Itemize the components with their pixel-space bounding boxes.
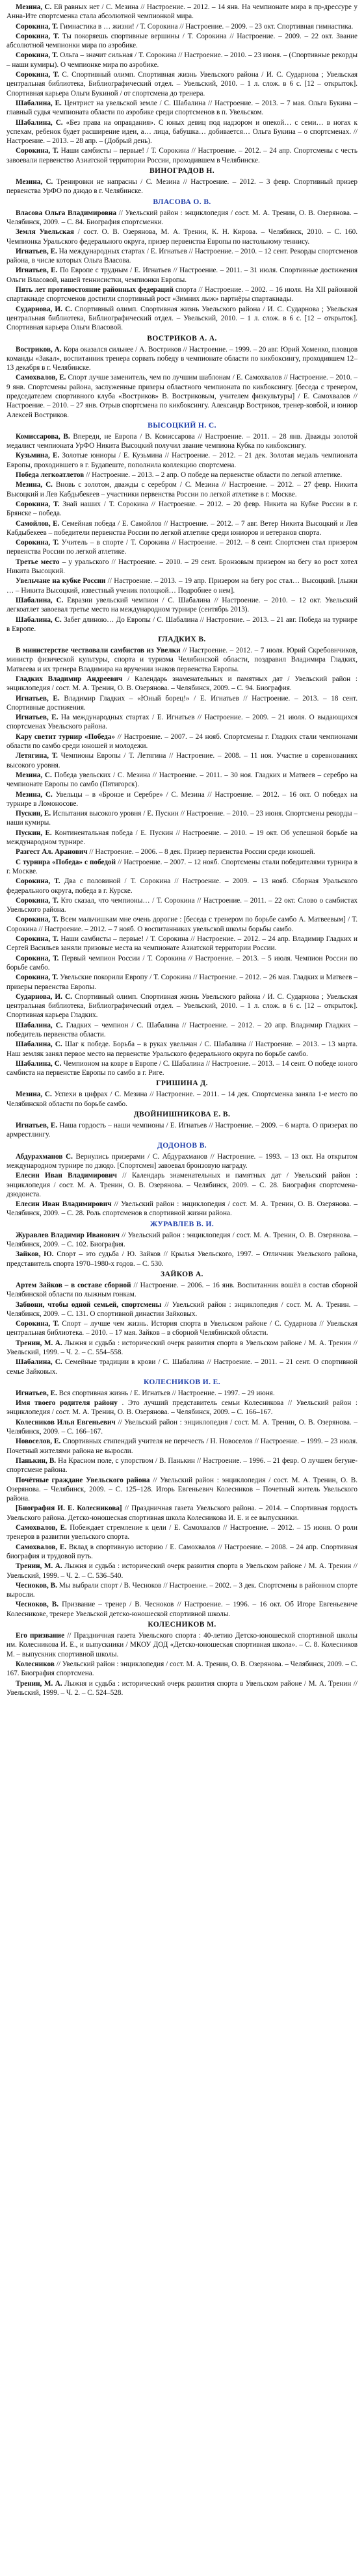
bibliography-entry bbox=[6, 858, 358, 877]
entry-text: Лыжня и судьба : исторический очерк развития спорта в Увельском районе / М. А. Тренин // Увельский, 1999. – Ч. 2. – С. 524–528. bbox=[6, 1679, 358, 1697]
bibliography-entry bbox=[6, 1456, 358, 1475]
entry-text: // Увельский район : энциклопедия / сост. М. А. Тренин, О. В. Озерянова. – Челябинск, 2009. – С. 84. Биография спортсменки. bbox=[6, 209, 358, 226]
entry-text: Испытания высокого уровня / Е. Пускин // Настроение. – 2010. – 23 июня. Спортсмены рекорды – наши кумиры. bbox=[6, 810, 358, 827]
entry-author: Победа легкоатлетов bbox=[16, 471, 84, 480]
bibliography-entry bbox=[6, 896, 358, 915]
entry-author: Забвони, чтобы одной семьей, спортсмены bbox=[16, 1300, 162, 1309]
entry-author: Сорокина, Т. bbox=[16, 71, 59, 79]
entry-text: // Праздничная газета Увельского района. – 2014. – Спортивная гордость Увельского района. Детско-юношеская спортивная школа Колесникова И. Е. и ее выпускники. bbox=[6, 1504, 358, 1522]
entry-text: спорта // Настроение. – 2002. – 16 июля. На XII районной спартакиаде спортсменов достигли спортивный рост «Зимних лыж» партнёры спартакиады. bbox=[6, 286, 358, 303]
entry-text: Кора оказался сильнее / А. Востриков // Настроение. – 1999. – 20 авг. Юрий Хоменко, пловцов команды «Закал», воспитанник тренера сорвать победу в чемпионате области по кикбоксингу, проходившем 12–13 декабря в г. Челябинске. bbox=[6, 345, 358, 372]
entry-author: Комиссарова, В. bbox=[16, 432, 70, 441]
entry-text: Вернулись призерами / С. Абдурахманов // Настроение. – 1993. – 13 окт. На открытом международном турнире по дзюдо. [Спортсмен] завоевал бронзовую награду. bbox=[6, 1152, 358, 1170]
bibliography-entry bbox=[6, 1090, 358, 1109]
bibliography-entry bbox=[6, 877, 358, 895]
bibliography-entry bbox=[6, 934, 358, 953]
bibliography-entry bbox=[6, 373, 358, 419]
entry-text: Спорт – лучше чем жизнь. История спорта в Увельском районе / С. Сударнова // Увельская центральная библиотека. – 2010. – 17 мая. Зайков – в сборной Челябинской области. bbox=[6, 1320, 358, 1337]
entry-text: Побеждает стремление к цели / Е. Самохвалов // Настроение. – 2012. – 15 июня. О роли тренеров в развитии увельского спорта. bbox=[6, 1524, 358, 1541]
entry-author: Абдурахманов С. bbox=[16, 1152, 73, 1161]
entry-text: Забег длиною… До Европы / С. Шабалина // Настроение. – 2013. – 21 авг. Победа на турнире в Европе. bbox=[6, 615, 358, 633]
entry-text: // Настроение. – 2012. – 7 июля. Юрий Скребовнчиков, министр физической культуры, спорта и туризма Челябинской области, поздравил Владимира Гладких, Матвеева и их тренера Владимира на вручении знаков первенства Европы. bbox=[6, 647, 358, 673]
entry-text: На международных стартах / Е. Игнатьев // Настроение. – 2010. – 12 сент. Рекорды спортсменов района, в числе которых Ольга Власова. bbox=[6, 247, 358, 265]
bibliography-entry bbox=[6, 32, 358, 51]
bibliography-entry bbox=[6, 118, 358, 146]
entry-author: Артем Зайков – в составе сборной bbox=[16, 1281, 131, 1289]
entry-author: Земля Увельская bbox=[16, 228, 74, 237]
bibliography-entry bbox=[6, 1504, 358, 1523]
bibliography-entry bbox=[6, 1358, 358, 1376]
entry-author: Мезина, С. bbox=[16, 3, 52, 11]
entry-author: Игнатьев, Е. bbox=[16, 694, 60, 702]
bibliography-entry bbox=[6, 675, 358, 693]
entry-text: Семейные традиции в крови / С. Шабалина // Настроение. – 2011. – 21 сент. О спортивной семье Зайковых. bbox=[6, 1358, 358, 1376]
bibliography-entry bbox=[6, 1389, 358, 1398]
entry-text: На Красном поле, с упорством / В. Панькин // Настроение. – 1996. – 21 февр. О лучшем бегуне-спортсмене района. bbox=[6, 1456, 358, 1475]
entry-text: Шаг к победе. Борьба – в руках увельчан / С. Шабалина // Настроение. – 2013. – 13 марта. Наш земляк занял первое место на первенстве Уральского федерального округа по борьбе самбо. bbox=[6, 1040, 358, 1058]
entry-text: // Увельский район : энциклопедия / сост. М. А. Тренин, О. В. Озерянова. – Челябинск, 2009. – С. 167. Биография спортсмена. bbox=[6, 1660, 358, 1678]
entry-author: Сорокина, Т. bbox=[16, 973, 58, 982]
entry-text: // Увельский район : энциклопедия / сост. М. А. Тренин, О. В. Озерянова. – Челябинск, 2009. – С. 28. Роль спортсменов в спортивной жизни района. bbox=[6, 1200, 358, 1218]
entry-text: Спорт лучше заменитель, чем по лучшим шаблонам / Е. Самохвалов // Настроение. – 2010. – 9 янв. Спортсмены района, заслуженные призеры областного чемпионата по кикбоксингу. [беседа с тренером, председателем спортивного клуба «Востриков» В. Востриковым, учителем физкультуры] / Е. Самохвалов // Настроение. – 2010. – 27 янв. Отрыв спортсмена по кикбоксингу. Александр Востриков, тренер-ковбой, и юниор Алексей Востриков. bbox=[6, 374, 358, 419]
bibliography-entry bbox=[6, 1437, 358, 1456]
entry-text: // Праздничная газета Увельского спорта : 40-летию Детско-юношеской спортивной школы им. Колесникова И. Е., и выпускники / МКОУ ДОД «Детско-юношеская спортивная школа». – С. 8. Колесников М. – выпускник спортивной школы. bbox=[6, 1632, 358, 1658]
bibliography-entry bbox=[6, 576, 358, 595]
bibliography-entry bbox=[6, 146, 358, 165]
entry-text: // Настроение. – 2007. – 12 нояб. Спортсмены стали победителями турнира в г. Москве. bbox=[6, 858, 358, 875]
entry-author: Панькин, В. bbox=[16, 1456, 57, 1465]
section-heading: ДОДОНОВ В. bbox=[157, 1141, 207, 1150]
entry-author: Шабалина, С. bbox=[16, 615, 62, 624]
entry-text: Кто сказал, что чемпионы… / Т. Сорокина // Настроение. – 2011. – 22 окт. Слово о самбистах Увельского района. bbox=[6, 896, 358, 914]
entry-text: Призвание – тренер / В. Чесноков // Настроение. – 1996. – 16 окт. Об Игоре Евгеньевиче Колесникове, тренере Увельской детско-юношеской спортивной школы. bbox=[6, 1601, 358, 1618]
entry-author: Имя твоего родителя району bbox=[16, 1399, 118, 1408]
entry-author: Сорокина, Т. bbox=[16, 539, 59, 547]
entry-author: Зайков, Ю. bbox=[16, 1250, 54, 1259]
entry-text: Наши самбисты – первые! / Т. Сорокина // Настроение. – 2012. – 24 апр. Владимир Гладких и Сергей Васильев заняли призовые места на чемпионате Азиатской территории России. bbox=[6, 935, 358, 953]
entry-author: Тренин, М. А. bbox=[16, 1562, 62, 1571]
bibliography-entry bbox=[6, 99, 358, 118]
entry-text: Успехи в цифрах / С. Мезина // Настроение. – 2011. – 14 дек. Спортсменка заняла 1-е место по Челябинской области по борьбе самбо. bbox=[6, 1090, 358, 1108]
entry-text: Чемпионом на ковре в Европе / С. Шабалина // Настроение. – 2013. – 14 сент. О победе юного самбиста на первенстве Европы по самбо в г. Риге. bbox=[6, 1059, 358, 1077]
entry-author: Третье место bbox=[16, 558, 60, 566]
entry-text: С. Спортивный олимп. Спортивная жизнь Увельского района / И. С. Сударнова ; Увельская центральная библиотека, Библиографический отдел. – Увельский, 2010. – 1 л. слож. в 6 с. [12 – открыток]. Спортивная карьера Ольги Букиной / от спортсмена до тренера. bbox=[6, 71, 358, 97]
bibliography-entry bbox=[6, 345, 358, 373]
bibliography-entry bbox=[6, 1476, 358, 1504]
bibliography-entry bbox=[6, 1581, 358, 1600]
bibliography-entry bbox=[6, 615, 358, 634]
bibliography-entry bbox=[6, 1543, 358, 1562]
entry-text: Семейная победа / Е. Самойлов // Настроение. – 2012. – 7 авг. Ветер Никита Высоцкий и Лев Кабдыбекеев – победители первенства России по легкой атлетике среди юниоров и ветеранов спорта. bbox=[6, 519, 358, 537]
bibliography-entry bbox=[6, 829, 358, 847]
entry-author: Сорокина, Т. bbox=[16, 877, 60, 886]
bibliography-entry bbox=[6, 1631, 358, 1659]
entry-text: // Настроение. – 2013. – 2 апр. О победе на первенстве области по легкой атлетике. bbox=[86, 471, 343, 480]
entry-author: Увельчане на кубке России bbox=[16, 577, 106, 586]
bibliography-entry bbox=[6, 973, 358, 992]
entry-text: // Настроение. – 2006. – 16 янв. Воспитанник вошёл в состав сборной Челябинской области по лыжным гонкам. bbox=[6, 1281, 358, 1299]
bibliography-entry bbox=[6, 732, 358, 751]
entry-author: Власова Ольга Владимировна bbox=[16, 209, 117, 217]
entry-text: На международных стартах / Е. Игнатьев // Настроение. – 2009. – 21 июля. О выдающихся спортсменах Увельского района. bbox=[6, 714, 358, 731]
entry-text: // Настроение. – 2006. – 8 дек. Призер первенства России среди юношей. bbox=[89, 848, 315, 857]
entry-text: // Увельский район : энциклопедия / сост. М. А. Тренин, О. В. Озерянова. – Челябинск, 2009. – С. 125–128. Игорь Евгеньевич Колесников – Почетный житель Увельского района. bbox=[6, 1476, 358, 1503]
entry-author: Игнатьев, Е. bbox=[16, 247, 57, 255]
entry-text: Континентальная победа / Е. Пускин // Настроение. – 2010. – 19 окт. Об успешной борьбе на международном турнире. bbox=[6, 829, 358, 847]
entry-author: Чесноков, В. bbox=[16, 1581, 57, 1590]
entry-text: Владимир Гладких – «Юный борец!» / Е. Игнатьев // Настроение. – 2013. – 18 сент. Спортивные достижения. bbox=[6, 694, 358, 712]
entry-author: Мезина, С. bbox=[16, 178, 53, 187]
entry-text: Всем мальчишкам мне очень дорогие : [беседа с тренером по борьбе самбо А. Матвеевым] / Т. Сорокина // Настроение. – 2012. – 7 нояб. О воспитанниках увельской школы борьбы самбо. bbox=[6, 916, 358, 933]
bibliography-entry bbox=[6, 847, 358, 857]
bibliography-entry bbox=[6, 771, 358, 790]
entry-author: Шабалина, С. bbox=[16, 118, 63, 127]
entry-author: Пять лет противостояние районных федераций bbox=[16, 286, 174, 294]
entry-author: Пускин, Е. bbox=[16, 810, 51, 818]
bibliography-entry bbox=[6, 432, 358, 451]
bibliography-entry bbox=[6, 1231, 358, 1250]
entry-author: Тренин, М. А. bbox=[16, 1339, 62, 1347]
bibliography-entry bbox=[6, 305, 358, 333]
bibliography-entry bbox=[6, 451, 358, 470]
bibliography-entry bbox=[6, 285, 358, 304]
entry-text: // Настроение. – 2013. – 19 апр. Призером на бегу рос стал… Высоцкий. [лыжи … – Никита Высоцкий, известный ученик полоцкой… Подробнее о нем]. bbox=[6, 577, 358, 595]
bibliography-entry bbox=[6, 500, 358, 519]
entry-text: Ольга – значит сильная / Т. Сорокина // Настроение. – 2010. – 23 июня. – (Спортивные рекорды – наши кумиры). О чемпионке мира по аэробике. bbox=[6, 51, 358, 69]
bibliography-entry bbox=[6, 227, 358, 246]
entry-text: – у уральского // Настроение. – 2010. – 29 сент. Бронзовым призером на бегу во рост хотел Никита Высоцкий. bbox=[6, 558, 358, 576]
section-heading: ГЛАДКИХ В. bbox=[158, 636, 206, 644]
entry-text: Евразии увельский чемпион / С. Шабалина // Настроение. – 2010. – 12 окт. Увельский легкоатлет завоевал третье место на международном турнире (сентябрь 2013). bbox=[6, 596, 358, 614]
entry-author: Сорокина, Т. bbox=[16, 1320, 59, 1328]
entry-author: Его призвание bbox=[16, 1632, 65, 1640]
entry-author: Пускин, Е. bbox=[16, 829, 52, 837]
entry-author: Сорокина, Т. bbox=[16, 500, 60, 508]
entry-author: Сорокина, Т. bbox=[16, 916, 58, 924]
bibliography-entry bbox=[6, 809, 358, 828]
bibliography-entry bbox=[6, 1398, 358, 1417]
entry-text: Лыжня и судьба : исторический очерк развития спорта в Увельском районе / М. А. Тренин // Увельский, 1999. – Ч. 2. – С. 536–540. bbox=[6, 1562, 358, 1580]
entry-author: Самохвалов, Е. bbox=[16, 374, 66, 382]
bibliography-entry bbox=[6, 1281, 358, 1300]
bibliography-entry bbox=[6, 1152, 358, 1171]
entry-author: Сорокина, Т. bbox=[16, 896, 58, 905]
section-heading: ВЛАСОВА О. В. bbox=[153, 198, 211, 206]
bibliography-entry bbox=[6, 51, 358, 70]
entry-author: Тренин, М. А. bbox=[16, 1679, 62, 1688]
section-heading: ЗАЙКОВ А. bbox=[161, 1270, 203, 1278]
entry-author: Мезина, С. bbox=[16, 481, 53, 489]
entry-text: Ей равных нет / С. Мезина // Настроение. – 2012. – 14 янв. На чемпионате мира в пр-дрессуре у Анна-Ите спортсменка стала абсолютной чемпионкой мира. bbox=[6, 3, 358, 21]
bibliography-entry bbox=[6, 1300, 358, 1319]
bibliography-entry bbox=[6, 1339, 358, 1358]
entry-author: Самохвалов, Е. bbox=[16, 1524, 67, 1532]
entry-text: Победа увельских / С. Мезина // Настроение. – 2011. – 30 ноя. Гладких и Матвеев – серебро на чемпионате Европы по самбо (Пятигорск). bbox=[6, 771, 358, 789]
entry-author: Гладких Владимир Андреевич bbox=[16, 675, 123, 683]
entry-text: Первый чемпион России / Т. Сорокина // Настроение. – 2013. – 5 июля. Чемпион России по борьбе самбо. bbox=[6, 954, 358, 972]
entry-text: «Без права на оправдания». С юных девиц под надзором и опекой… с семи… в ногах к успехам, ребенок будет расширение идеи, а… лица, бабушка… добивается… Ольга Букина – о спортсменах. // Настроение. – 2013. – 28 апр. – (Добрый день). bbox=[6, 118, 358, 146]
bibliography-entry bbox=[6, 992, 358, 1020]
entry-text: Спорт – это судьба / Ю. Зайков // Крылья Увельского, 1997. – Отличник Увельского района, представитель спорта 1970–1980-х годов. – С. 530. bbox=[6, 1250, 358, 1268]
bibliography-entry bbox=[6, 1121, 358, 1140]
entry-author: Игнатьев, Е. bbox=[16, 1389, 57, 1397]
entry-text: Увельские покорили Европу / Т. Сорокина // Настроение. – 2012. – 26 мая. Гладких и Матвеев – призеры первенства Европы. bbox=[6, 973, 358, 991]
bibliography-entry bbox=[6, 1679, 358, 1698]
entry-author: Сорокина, Т. bbox=[16, 32, 60, 40]
entry-author: Шабалина, С. bbox=[16, 1059, 62, 1068]
bibliography-entry bbox=[6, 751, 358, 770]
entry-author: Сударнова, И. С. bbox=[16, 305, 72, 313]
bibliography-entry bbox=[6, 1250, 358, 1269]
entry-text: Золотые юниоры / Е. Кузьмина // Настроение. – 2012. – 21 дек. Золотая медаль чемпионата Европы, проходившего в г. Будапеште, пополнила коллекцию спортсмена. bbox=[6, 452, 358, 469]
section-heading: ДВОЙНИШНИКОВА Е. В. bbox=[133, 1111, 231, 1119]
section-heading: ВЫСОЦКИЙ Н. С. bbox=[148, 421, 216, 430]
entry-text: По Европе с трудным / Е. Игнатьев // Настроение. – 2011. – 31 июля. Спортивные достижения Ольги Власовой, нашей теннисистки, чемпионки Европы. bbox=[6, 266, 358, 284]
entry-text: Учитель – в спорте / Т. Сорокина // Настроение. – 2012. – 8 сент. Спортсмен стал призером первенства России по легкой атлетике. bbox=[6, 539, 358, 556]
entry-author: Игнатьев, Е. bbox=[16, 714, 58, 722]
bibliography-entry bbox=[6, 266, 358, 285]
entry-author: Шабалина, Е. bbox=[16, 99, 62, 107]
entry-author: Шабалина, С. bbox=[16, 1040, 62, 1049]
bibliography-entry bbox=[6, 480, 358, 499]
entry-author: Почётные граждане Увельского района bbox=[16, 1476, 150, 1484]
bibliography-entry bbox=[6, 519, 358, 538]
entry-text: Гладких – чемпион / С. Шабалина // Настроение. – 2012. – 20 апр. Владимир Гладких – победитель первенства области. bbox=[6, 1021, 358, 1038]
entry-text: // Настроение. – 2007. – 24 нояб. Спортсмены г. Гладких стали чемпионами области по самбо среди юношей и молодежи. bbox=[6, 732, 358, 751]
entry-text: / сост. О. В. Озерянова, М. А. Тренин, К. Н. Кирова. – Челябинск, 2010. – С. 160. Чемпионка Уральского федерального округа, призер первенства Европы по настольному теннису. bbox=[6, 228, 358, 246]
bibliography-entry bbox=[6, 1040, 358, 1059]
bibliography-entry bbox=[6, 1059, 358, 1078]
entry-text: . Это лучший представитель семьи Колесникова // Увельский район : энциклопедия / сост. М. А. Тренин, О. В. Озерянова. – Челябинск, 2009. – С. 166–167. bbox=[6, 1399, 358, 1417]
bibliography-entry bbox=[6, 22, 358, 31]
section-heading: КОЛЕСНИКОВ И. Е. bbox=[143, 1378, 221, 1386]
bibliography-entry bbox=[6, 470, 358, 480]
entry-author: Колесников bbox=[16, 1660, 55, 1668]
entry-text: Вклад в спортивную историю / Е. Самохвалов // Настроение. – 2008. – 24 апр. Спортивная биография и трудовой путь. bbox=[6, 1543, 358, 1560]
entry-author: Мезина, С. bbox=[16, 790, 53, 799]
bibliography-entry bbox=[6, 954, 358, 973]
entry-author: Сударнова, И. С. bbox=[16, 992, 72, 1001]
section-heading: ВОСТРИКОВ А. А. bbox=[147, 334, 217, 342]
entry-author: Кузьмина, Е. bbox=[16, 452, 60, 460]
entry-text: Ты покоряешь спортивные вершины / Т. Сорокина // Настроение. – 2009. – 22 окт. Звание абсолютной чемпионки мира по аэробике. bbox=[6, 32, 358, 50]
entry-text: // Увельский район : энциклопедия / сост. М. А. Тренин, О. В. Озерянова. – Челябинск, 2009. – С. 166–167. bbox=[6, 1418, 358, 1436]
entry-author: Шабалина, С. bbox=[16, 1358, 62, 1367]
bibliography-entry bbox=[6, 1562, 358, 1580]
entry-text: Мы выбрали спорт / В. Чесноков // Настроение. – 2002. – 3 дек. Спортсмены в районном спорте выросли. bbox=[6, 1581, 358, 1599]
entry-author: Кару светит турнир «Победа» bbox=[16, 732, 115, 741]
entry-author: Колесников Илья Евгеньевич bbox=[16, 1418, 116, 1426]
bibliography-entry bbox=[6, 177, 358, 196]
entry-text: Центрист на увельской земле / С. Шабалина // Настроение. – 2013. – 7 мая. Ольга Букина – главный судья чемпионата области по аэробике среди спортсменов в п. Увельском. bbox=[6, 99, 358, 117]
entry-author: Самохвалов, Е. bbox=[16, 1543, 67, 1551]
bibliography-entry bbox=[6, 790, 358, 809]
entry-author: Мезина, С. bbox=[16, 1090, 52, 1099]
entry-author: Сорокина, Т. bbox=[16, 954, 59, 962]
entry-author: Сорокина, Т. bbox=[16, 935, 58, 944]
entry-text: Два с половиной / Т. Сорокина // Настроение. – 2009. – 13 нояб. Сборная Уральского федерального округа, победа в г. Курске. bbox=[6, 877, 358, 895]
entry-author: Сорокина, Т. bbox=[16, 147, 58, 155]
entry-text: Лыжня и судьба : исторический очерк развития спорта в Увельском районе / М. А. Тренин // Увельский, 1999. – Ч. 2. – С. 554–558. bbox=[6, 1339, 358, 1356]
bibliography-entry bbox=[6, 538, 358, 557]
entry-author: С турнира «Победа» с победой bbox=[16, 858, 116, 866]
entry-author: Шабалина, С. bbox=[16, 1021, 63, 1029]
entry-author: Сорокина, Т. bbox=[16, 51, 58, 60]
bibliography-entry bbox=[6, 1660, 358, 1679]
entry-author: Востриков, А. bbox=[16, 345, 62, 354]
entry-text: Впереди, не Европа / В. Комиссарова // Настроение. – 2011. – 28 янв. Дважды золотой медалист чемпионата УрФО Никита Высоцкий получил звание чемпиона Кубка по кикбоксингу. bbox=[6, 432, 358, 450]
bibliography-entry bbox=[6, 713, 358, 732]
entry-author: [Биография И. Е. Колесникова] bbox=[16, 1504, 122, 1513]
entry-author: Летягина, Т. bbox=[16, 752, 58, 760]
bibliography-entry bbox=[6, 3, 358, 21]
entry-author: Новоселов, Е. bbox=[16, 1437, 61, 1446]
entry-text: Спортивный олимп. Спортивная жизнь Увельского района / И. С. Сударнова ; Увельская центральная библиотека, Библиографический отдел. – Увельский, 2010. – 1 л. слож. в 6 с. [12 – открыток]. Спортивная карьера Гладких. bbox=[6, 992, 358, 1020]
bibliography-entry bbox=[6, 558, 358, 576]
bibliography-entry bbox=[6, 1200, 358, 1218]
bibliography-entry bbox=[6, 1418, 358, 1437]
bibliography-entry bbox=[6, 646, 358, 674]
entry-author: Елесин Иван Владимирович bbox=[16, 1200, 112, 1209]
entry-author: Сорокина, Т. bbox=[16, 22, 58, 31]
entry-text: Тренировки не напрасны / С. Мезина // Настроение. – 2012. – 3 февр. Спортивный призер первенства УрФО по дзюдо в г. Челябинске. bbox=[6, 178, 358, 196]
entry-text: Наша гордость – наши чемпионы / Е. Игнатьев // Настроение. – 2009. – 6 марта. О призерах по армрестлингу. bbox=[6, 1122, 358, 1139]
bibliography-entry bbox=[6, 694, 358, 713]
entry-author: Игнатьев, Е. bbox=[16, 1122, 58, 1130]
entry-text: Чемпионы Европы / Т. Летягина // Настроение. – 2008. – 11 ноя. Участие в соревнованиях высокого уровня. bbox=[6, 752, 358, 769]
entry-text: / Календарь знаменательных и памятных дат / Увельский район : энциклопедия / сост. М. А. Тренин, О. В. Озерянова. – Челябинск, 2009. – С. 94. Биография. bbox=[6, 675, 358, 693]
section-heading: ЖУРАВЛЕВ В. И. bbox=[150, 1220, 214, 1228]
bibliography-entry bbox=[6, 1523, 358, 1542]
entry-author: Самойлов, Е. bbox=[16, 519, 60, 528]
entry-text: Знай наших / Т. Сорокина // Настроение. – 2012. – 20 февр. Никита на Кубке России в г. Брянске – победа. bbox=[6, 500, 358, 518]
entry-author: Мезина, С. bbox=[16, 771, 52, 779]
section-heading: ВИНОГРАДОВ Н. bbox=[149, 167, 215, 175]
bibliography-entry bbox=[6, 1319, 358, 1338]
entry-text: Гимнастика в … жизни! / Т. Сорокина // Настроение. – 2009. – 23 окт. Спортивная гимнастика. bbox=[59, 22, 354, 31]
entry-author: Шабалина, С. bbox=[16, 596, 64, 604]
entry-author: Разгест Ал. Аранович bbox=[16, 848, 88, 857]
entry-text: Увельцы – в «Бронзе и Серебре» / С. Мезина // Настроение. – 2012. – 16 окт. О победах на турнире в Ломоносове. bbox=[6, 790, 358, 808]
entry-text: Спортивных стипендий учителя не перечесть / Н. Новоселов // Настроение. – 1999. – 23 июля. Почетный жителями района не выросли. bbox=[6, 1437, 358, 1455]
entry-text: // Увельский район : энциклопедия / сост. М. А. Тренин. – Челябинск, 2009. – С. 131. О спортивной династии Зайковых. bbox=[6, 1300, 358, 1318]
entry-text: // Увельский район : энциклопедия / сост. М. А. Тренин, О. В. Озерянова. – Челябинск, 2009. – С. 102. Биография. bbox=[6, 1231, 358, 1249]
entry-author: В министерстве чествовали самбистов из Увелки bbox=[16, 647, 181, 655]
entry-text: Наши самбисты – первые! / Т. Сорокина // Настроение. – 2012. – 24 апр. Спортсмены с честь завоевали первенство Азиатской территории России, проходившем в Челябинске. bbox=[6, 147, 358, 164]
bibliography-entry bbox=[6, 209, 358, 227]
entry-text: Спортивный олимп. Спортивная жизнь Увельского района / И. С. Сударнова ; Увельская центральная библиотека, Библиографический отдел. – Увельский, 2010. – 1 л. слож. в 6 с. [12 – открыток]. Спортивная карьера Ольги Власовой. bbox=[6, 305, 358, 332]
section-heading: ГРИШИНА Д. bbox=[156, 1079, 208, 1088]
entry-text: Вся спортивная жизнь / Е. Игнатьев // Настроение. – 1997. – 29 июня. bbox=[58, 1389, 275, 1397]
entry-text: Вновь с золотом, дважды с серебром / С. Мезина // Настроение. – 2012. – 27 февр. Никита Высоцкий и Лев Кабдыбекеев – участники первенства России по легкой атлетике в г. Москве. bbox=[6, 481, 358, 498]
bibliography-entry bbox=[6, 1171, 358, 1199]
entry-text: // Календарь знаменательных и памятных дат / Увельский район : энциклопедия / сост. М. А. Тренин, О. В. Озерянова. – Челябинск, 2009. – С. 28. Биография спортсмена-дзюдоиста. bbox=[6, 1172, 358, 1198]
bibliography-entry bbox=[6, 596, 358, 615]
entry-author: Елесин Иван Владимирович bbox=[16, 1172, 117, 1180]
entry-author: Чесноков, В. bbox=[16, 1601, 59, 1609]
section-heading: КОЛЕСНИКОВ М. bbox=[148, 1621, 216, 1629]
entry-author: Игнатьев, Е. bbox=[16, 266, 58, 275]
bibliography-entry bbox=[6, 1021, 358, 1040]
bibliography-entry bbox=[6, 915, 358, 934]
bibliography-entry bbox=[6, 70, 358, 98]
bibliography-entry bbox=[6, 247, 358, 266]
bibliography-entry bbox=[6, 1600, 358, 1619]
entry-author: Журавлев Владимир Иванович bbox=[16, 1231, 120, 1239]
